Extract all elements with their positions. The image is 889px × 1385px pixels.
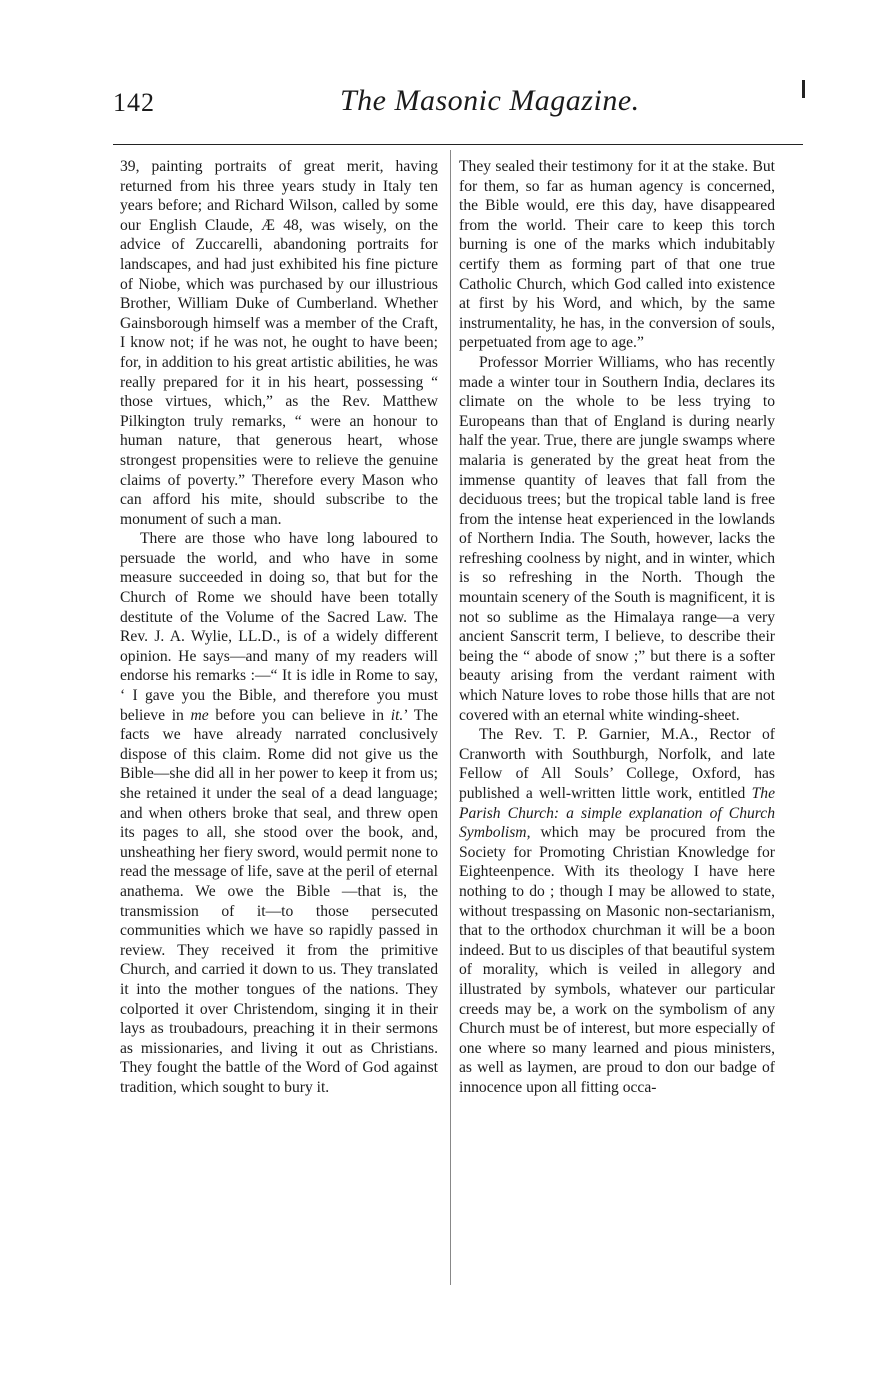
right-paragraph-3-text-a: The Rev. T. P. Garnier, M.A., Rector of Cranworth with Southburgh, Norfolk, and late Fellow of All Souls’ College, Oxford, has published a well-written little work, entitled — [459, 726, 775, 802]
column-divider — [450, 150, 451, 1285]
page-number: 142 — [113, 88, 155, 117]
right-column — [459, 157, 775, 1098]
running-title: The Masonic Magazine. — [340, 84, 640, 117]
margin-mark — [802, 80, 805, 98]
left-paragraph-2 — [120, 529, 438, 1097]
left-paragraph-2-text-c: ’ The facts we have already narrated conclusively dispose of this claim. Rome did not give us the Bible—she did all in her power to keep it from us; she retained it under the seal of a dead language; and when others broke that seal, and threw open its pages to all, she stood over the book, and, unsheathing her fiery sword, would permit none to read the message of life, save at the peril of eternal anathema. We owe the Bible —that is, the transmission of it—to those persecuted communities which we have so rapidly passed in review. They received it from the primitive Church, and carried it down to us. They translated it into the mother tongues of the nations. They colported it over Christendom, singing it in their lays as troubadours, preaching it in their sermons as missionaries, and living it out as Christians. They fought the battle of the Word of God against tradition, which sought to bury it. — [120, 706, 438, 1096]
right-paragraph-1: They sealed their testimony for it at the stake. But for them, so far as human agency is concerned, the Bible would, ere this day, have disappeared from the world. Their care to keep this torch burning is one of the marks which indubitably certify them as forming part of that one true Catholic Church, which God called into existence at first by his Word, and which, by the same instrumentality, he has, in the conversion of souls, perpetuated from age to age.” — [459, 158, 775, 352]
right-paragraph-3-text-b: which may be procured from the Society for Promoting Christian Knowledge for Eighteenpence. With its theology I have here nothing to do ; though I may be allowed to state, without trespassing on Masonic non-sectarianism, that to the orthodox churchman it will be a boon indeed. But to us disciples of that beautiful system of morality, which is veiled in allegory and illustrated by symbols, whatever our particular creeds may be, a work on the symbolism of any Church must be of interest, but more especially of one where so many learned and pious ministers, as well as laymen, are proud to don our badge of innocence upon all fitting occa- — [459, 824, 775, 1096]
left-column — [120, 157, 438, 1098]
left-paragraph-1: 39, painting portraits of great merit, having returned from his three years study in Italy ten years before; and Richard Wilson, called by some our English Claude, Æ 48, was wisely, on the advice of Zuccarelli, abandoning portraits for landscapes, and had just exhibited his fine picture of Niobe, which was purchased by our illustrious Brother, William Duke of Cumberland. Whether Gainsborough himself was a member of the Craft, I know not; if he was not, he ought to have been; for, in addition to his great artistic abilities, he was really prepared for it in his heart, possessing “ those virtues, which,” as the Rev. Matthew Pilkington truly remarks, “ were an honour to human nature, that generous heart, whose strongest propensities were to relieve the genuine claims of poverty.” Therefore every Mason who can afford his mite, should subscribe to the monument of such a man. — [120, 158, 438, 528]
right-paragraph-3-book-title: The Parish Church: a simple explanation of Church Symbolism, — [459, 785, 775, 842]
right-paragraph-2: Professor Morrier Williams, who has recently made a winter tour in Southern India, declares its climate on the whole to be less trying to Europeans than that of England is during nearly half the year. True, there are jungle swamps where malaria is generated by the great heat from the immense quantity of leaves that fall from the deciduous trees; but the tropical table land is free from the intense heat experienced in the lowlands of Northern India. The South, however, lacks the refreshing coolness by night, and in winter, which is so refreshing in the North. Though the mountain scenery of the South is magnificent, it is not so sublime as the Himalaya range—a very ancient Sanscrit term, I believe, to describe their being the “ abode of snow ;” but there is a softer beauty arising from the verdant raiment with which Nature loves to robe those hills that are not covered with an eternal white winding-sheet. — [459, 353, 775, 724]
right-paragraph-3 — [459, 725, 775, 1097]
left-paragraph-2-text-b: before you can believe in — [208, 706, 391, 724]
left-paragraph-2-italic-me: me — [190, 706, 209, 724]
header-rule — [113, 144, 803, 145]
left-paragraph-2-text-a: There are those who have long laboured to persuade the world, and who have in some measure succeeded in doing so, that but for the Church of Rome we should have been totally destitute of the Volume of the Sacred Law. The Rev. J. A. Wylie, LL.D., is of a widely different opinion. He says—and many of my readers will endorse his remarks :—“ It is idle in Rome to say, ‘ I gave you the Bible, and therefore you must believe in — [120, 530, 438, 724]
left-paragraph-2-italic-it: it. — [390, 706, 404, 724]
